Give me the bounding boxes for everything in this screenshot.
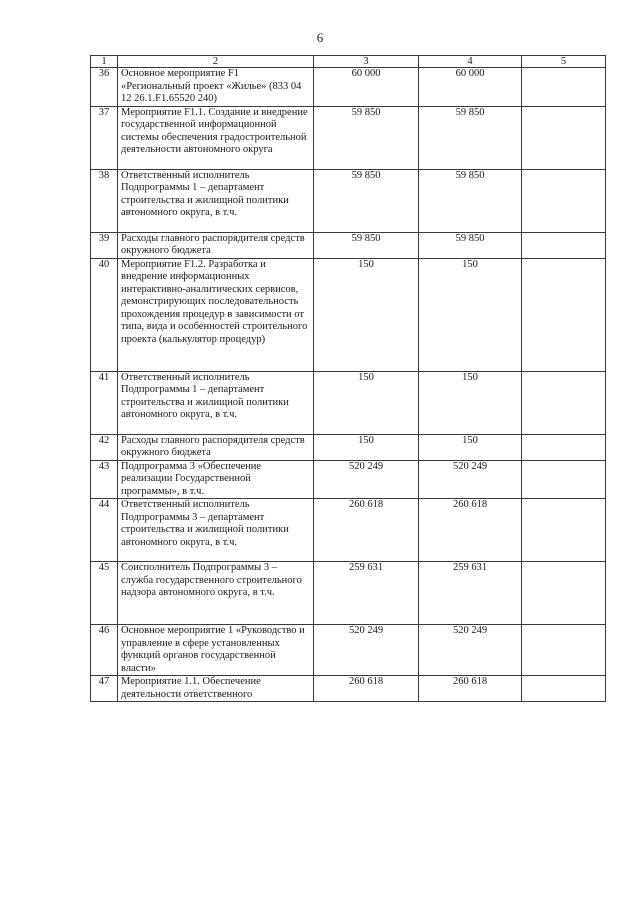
table-row	[91, 562, 606, 625]
value-col-4: 150	[419, 434, 522, 460]
row-number: 39	[91, 232, 118, 258]
value-col-5	[522, 258, 606, 371]
value-col-4: 150	[419, 371, 522, 434]
value-col-4: 150	[419, 258, 522, 371]
table-header-row	[91, 56, 606, 68]
value-col-5	[522, 676, 606, 702]
value-col-4: 520 249	[419, 460, 522, 499]
value-col-5	[522, 460, 606, 499]
row-description: Ответственный исполнитель Подпрограммы 1 – департамент строительства и жилищной политики автономного округа, в т.ч.	[118, 169, 314, 232]
table-row	[91, 499, 606, 562]
row-description: Ответственный исполнитель Подпрограммы 1 – департамент строительства и жилищной политики автономного округа, в т.ч.	[118, 371, 314, 434]
value-col-3: 60 000	[314, 68, 419, 107]
column-header: 1	[91, 56, 118, 68]
value-col-3: 260 618	[314, 676, 419, 702]
value-col-5	[522, 169, 606, 232]
value-col-3: 59 850	[314, 169, 419, 232]
table-row	[91, 232, 606, 258]
table-row	[91, 460, 606, 499]
row-number: 38	[91, 169, 118, 232]
value-col-5	[522, 625, 606, 676]
row-description: Основное мероприятие 1 «Руководство и управление в сфере установленных функций органов государственной власти»	[118, 625, 314, 676]
row-description: Подпрограмма 3 «Обеспечение реализации Государственной программы», в т.ч.	[118, 460, 314, 499]
row-description: Расходы главного распорядителя средств окружного бюджета	[118, 434, 314, 460]
value-col-5	[522, 499, 606, 562]
value-col-5	[522, 562, 606, 625]
row-description: Мероприятие F1.2. Разработка и внедрение информационных интерактивно-аналитических сервисов, демонстрирующих последовательность прохождения процедур в зависимости от типа, вида и особенностей строительного проекта (калькулятор процедур)	[118, 258, 314, 371]
value-col-3: 520 249	[314, 625, 419, 676]
row-number: 43	[91, 460, 118, 499]
column-header: 2	[118, 56, 314, 68]
row-number: 47	[91, 676, 118, 702]
page-number: 6	[316, 30, 324, 45]
value-col-3: 259 631	[314, 562, 419, 625]
row-number: 45	[91, 562, 118, 625]
table-body	[91, 68, 606, 702]
table-row	[91, 676, 606, 702]
value-col-4: 59 850	[419, 169, 522, 232]
value-col-4: 59 850	[419, 232, 522, 258]
row-number: 37	[91, 106, 118, 169]
column-header: 5	[522, 56, 606, 68]
value-col-3: 150	[314, 371, 419, 434]
column-header: 4	[419, 56, 522, 68]
budget-table	[90, 55, 606, 702]
row-description: Мероприятие F1.1. Создание и внедрение государственной информационной системы обеспечения градостроительной деятельности автономного округа	[118, 106, 314, 169]
value-col-4: 59 850	[419, 106, 522, 169]
value-col-5	[522, 106, 606, 169]
value-col-3: 150	[314, 258, 419, 371]
table-row	[91, 106, 606, 169]
row-number: 40	[91, 258, 118, 371]
row-number: 36	[91, 68, 118, 107]
value-col-3: 150	[314, 434, 419, 460]
row-number: 46	[91, 625, 118, 676]
value-col-4: 260 618	[419, 499, 522, 562]
value-col-3: 260 618	[314, 499, 419, 562]
value-col-5	[522, 68, 606, 107]
table-row	[91, 434, 606, 460]
row-description: Расходы главного распорядителя средств окружного бюджета	[118, 232, 314, 258]
value-col-3: 59 850	[314, 106, 419, 169]
row-description: Ответственный исполнитель Подпрограммы 3 – департамент строительства и жилищной политики автономного округа, в т.ч.	[118, 499, 314, 562]
value-col-4: 60 000	[419, 68, 522, 107]
row-number: 44	[91, 499, 118, 562]
value-col-3: 59 850	[314, 232, 419, 258]
table-row	[91, 68, 606, 107]
row-description: Соисполнитель Подпрограммы 3 – служба государственного строительного надзора автономного округа, в т.ч.	[118, 562, 314, 625]
table-row	[91, 258, 606, 371]
row-number: 41	[91, 371, 118, 434]
value-col-4: 260 618	[419, 676, 522, 702]
value-col-5	[522, 434, 606, 460]
value-col-5	[522, 232, 606, 258]
row-description: Основное мероприятие F1 «Региональный проект «Жилье» (833 04 12 26.1.F1.65520 240)	[118, 68, 314, 107]
row-description: Мероприятие 1.1. Обеспечение деятельности ответственного	[118, 676, 314, 702]
table-row	[91, 371, 606, 434]
column-header: 3	[314, 56, 419, 68]
table-row	[91, 169, 606, 232]
value-col-5	[522, 371, 606, 434]
table-row	[91, 625, 606, 676]
value-col-4: 259 631	[419, 562, 522, 625]
value-col-3: 520 249	[314, 460, 419, 499]
row-number: 42	[91, 434, 118, 460]
value-col-4: 520 249	[419, 625, 522, 676]
